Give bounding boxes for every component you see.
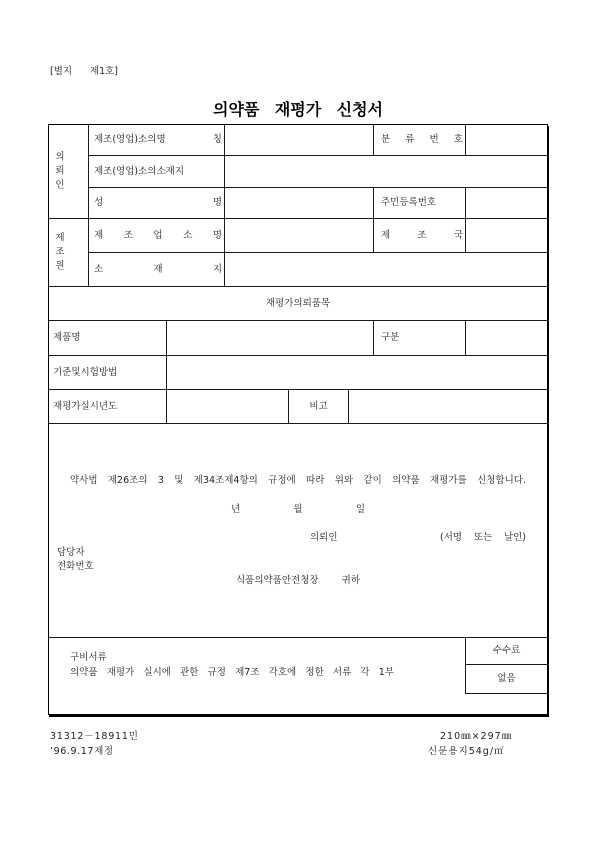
reevaluation-year-label: 재평가실시년도 [53, 400, 118, 412]
addressee: 식품의약품안전청장 귀하 [236, 575, 360, 586]
form-title: 의약품 재평가 신청서 [213, 100, 383, 119]
classification-number-value-cell [465, 124, 548, 156]
items-section-header [48, 286, 548, 321]
required-documents-label: 구비서류 [70, 652, 107, 663]
test-method-value-cell [166, 355, 548, 390]
manufacturer-section [48, 218, 89, 287]
declaration-date: 년 월 일 [231, 504, 365, 515]
manufacturer-group-label: 제조원 [53, 231, 64, 274]
reevaluation-year-value-cell [166, 389, 289, 424]
company-address-label: 제조(영업)소의소재지 [94, 165, 185, 177]
resident-number-value-cell [465, 187, 548, 219]
footer-paper-size: 210㎜×297㎜ [440, 731, 513, 742]
company-address-value-cell [224, 155, 548, 188]
company-name-label: 제조(영업)소의명 칭 [94, 134, 222, 145]
resident-number-label-cell [373, 187, 466, 219]
name-value-cell [224, 187, 374, 219]
company-name-value-cell [224, 124, 374, 156]
footer-paper-type: 신문용지54g/㎡ [428, 746, 505, 757]
name-label: 성 명 [94, 197, 222, 208]
product-name-label: 제품명 [53, 332, 81, 343]
plant-name-label: 제 조 업 소 명 [94, 229, 222, 241]
contact-person-label: 담당자 [57, 547, 85, 558]
classification-number-label: 분 류 번 호 [381, 134, 463, 145]
fee-label-cell [465, 637, 548, 665]
reevaluation-year-label-cell [48, 389, 167, 424]
required-documents-text: 의약품 재평가 실시에 관한 규정 제7조 각호에 정한 서류 각 1부 [70, 667, 394, 678]
remarks-value-cell [348, 389, 548, 424]
declaration-applicant-label: 의뢰인 [310, 532, 338, 543]
declaration-area [48, 423, 548, 638]
product-name-value-cell [166, 320, 374, 356]
signature-note: (서명 또는 날인) [440, 532, 526, 543]
test-method-label-cell [48, 355, 167, 390]
company-address-label-cell [88, 155, 225, 188]
form-number: [별지 제1호] [50, 66, 118, 77]
manufacturer-address-label: 소 재 지 [94, 263, 222, 275]
company-name-label-cell [88, 124, 225, 156]
product-name-label-cell [48, 320, 167, 356]
manufacturer-address-label-cell [88, 252, 225, 287]
country-value-cell [465, 218, 548, 253]
remarks-label-cell [288, 389, 349, 424]
plant-name-value-cell [224, 218, 374, 253]
applicant-section [48, 124, 89, 219]
fee-value: 없음 [497, 673, 516, 684]
phone-label: 전화번호 [57, 561, 94, 572]
footer-enacted: ’96.9.17제정 [50, 746, 114, 757]
country-label: 제 조 국 [381, 229, 463, 241]
category-value-cell [465, 320, 548, 356]
category-label-cell [373, 320, 466, 356]
applicant-group-label: 의뢰인 [53, 150, 64, 193]
declaration-statement: 약사법 제26조의 3 및 제34조제4항의 규정에 따라 위와 같이 의약품 재평가를 신청합니다. [70, 475, 526, 486]
resident-number-label: 주민등록번호 [381, 197, 437, 208]
plant-name-label-cell [88, 218, 225, 253]
manufacturer-address-value-cell [224, 252, 548, 287]
items-section-label: 재평가의뢰품목 [265, 297, 331, 309]
fee-label: 수수료 [492, 645, 521, 656]
footer-code: 31312－18911민 [50, 731, 139, 742]
classification-number-label-cell [373, 124, 466, 156]
country-label-cell [373, 218, 466, 253]
fee-value-cell [465, 664, 548, 694]
remarks-label: 비고 [309, 400, 328, 412]
test-method-label: 기준및시험방법 [53, 366, 118, 378]
category-label: 구분 [381, 332, 400, 343]
name-label-cell [88, 187, 225, 219]
